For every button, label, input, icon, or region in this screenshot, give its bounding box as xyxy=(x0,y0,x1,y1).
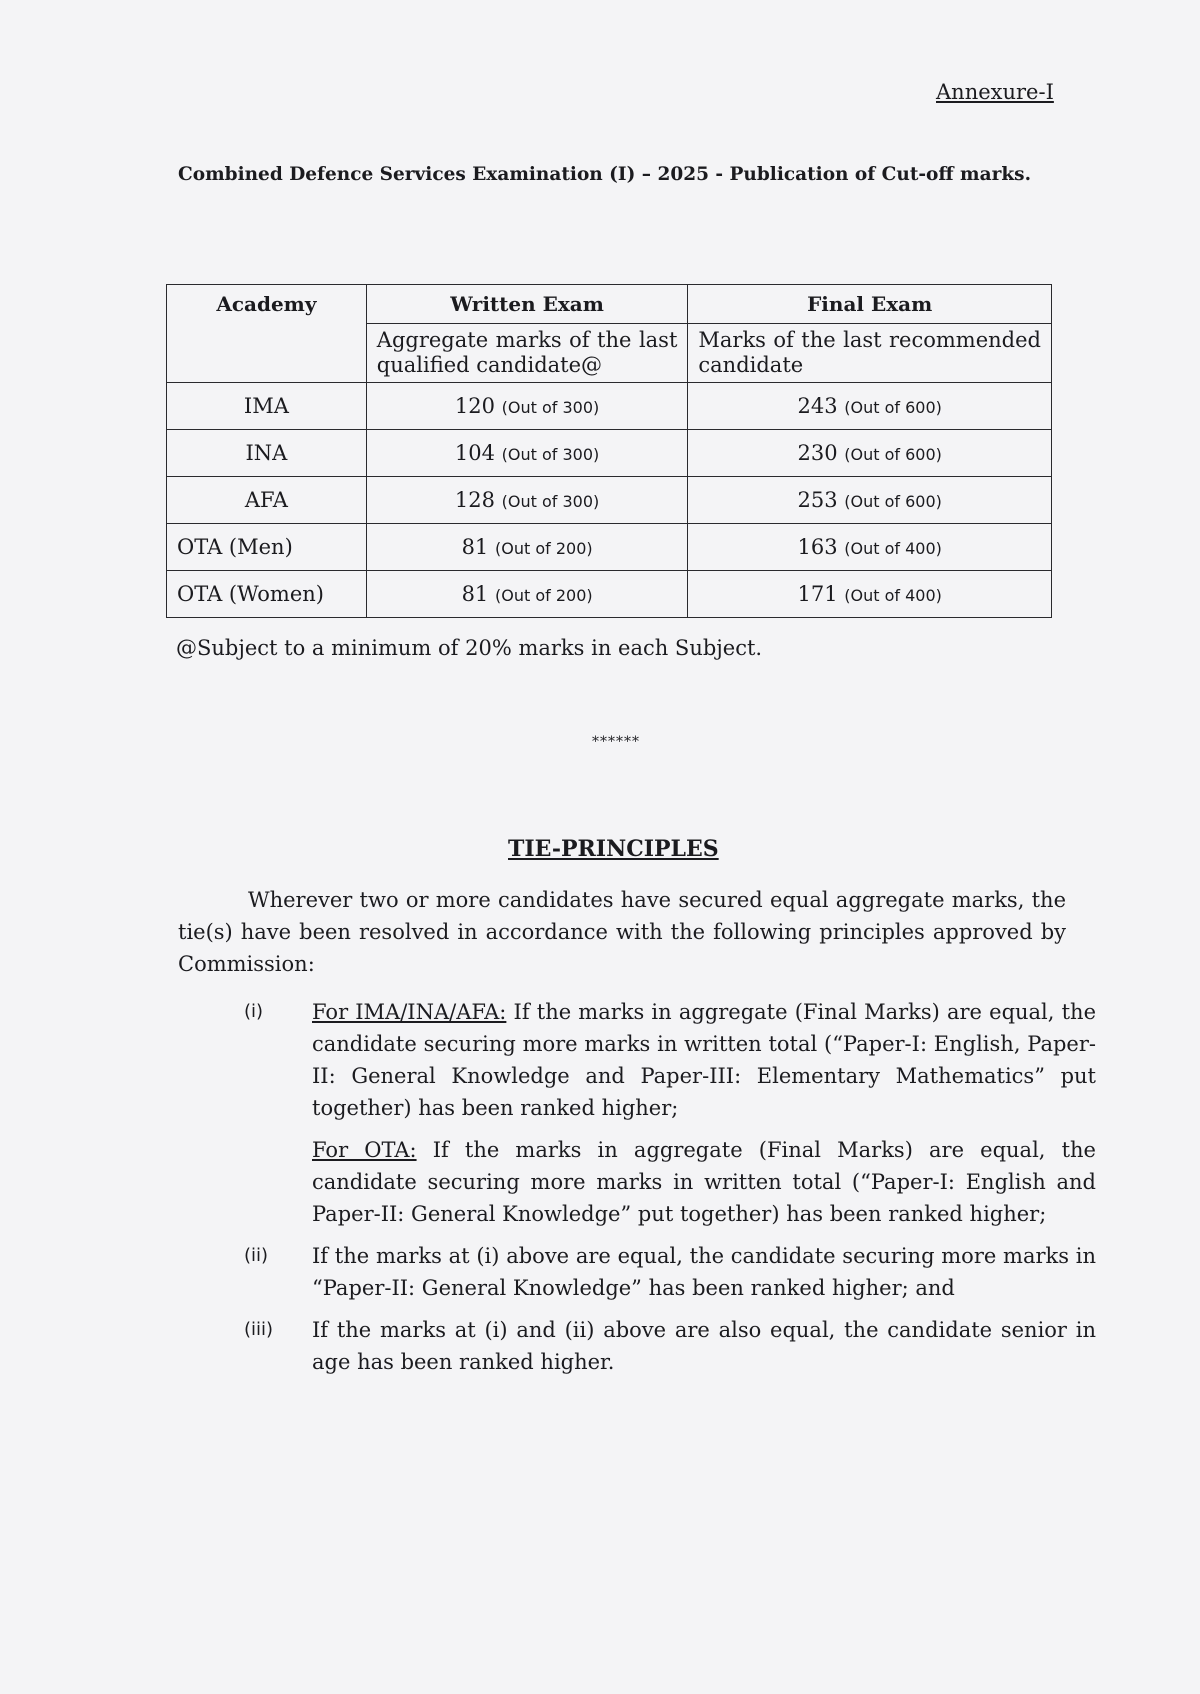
tie-principles-heading: TIE-PRINCIPLES xyxy=(508,836,719,862)
list-item xyxy=(244,1314,1096,1378)
header-final-exam: Final Exam xyxy=(688,285,1052,324)
written-marks-cell: 81 (Out of 200) xyxy=(366,524,688,571)
table-subheader-row xyxy=(167,324,1052,383)
academy-cell: IMA xyxy=(167,383,367,430)
item-number: (i) xyxy=(244,1001,264,1022)
item-text: For IMA/INA/AFA: If the marks in aggregate (Final Marks) are equal, the candidate securing more marks in written total (“Paper-I: English, Paper-II: General Knowledge and Paper-III: Elementary Mathematics” put together) has been ranked higher; xyxy=(312,1000,1097,1120)
table-footnote: @Subject to a minimum of 20% marks in each Subject. xyxy=(176,636,763,660)
final-marks-cell: 253 (Out of 600) xyxy=(688,477,1052,524)
written-marks-cell: 81 (Out of 200) xyxy=(366,571,688,618)
annexure-label: Annexure-I xyxy=(936,80,1054,104)
table-header-row xyxy=(167,285,1052,324)
header-academy: Academy xyxy=(167,285,367,324)
subheader-academy-blank xyxy=(167,324,367,383)
final-marks-cell: 230 (Out of 600) xyxy=(688,430,1052,477)
table-row xyxy=(167,524,1052,571)
item-lead: For OTA: xyxy=(312,1138,417,1162)
list-item xyxy=(244,1240,1096,1304)
final-marks-cell: 171 (Out of 400) xyxy=(688,571,1052,618)
list-item-subparagraph: For OTA: If the marks in aggregate (Final Marks) are equal, the candidate securing more marks in written total (“Paper-I: English and Paper-II: General Knowledge” put together) has been ranked higher; xyxy=(312,1138,1096,1226)
item-number: (iii) xyxy=(244,1319,274,1340)
item-text: If the marks at (i) above are equal, the candidate securing more marks in “Paper-II: General Knowledge” has been ranked higher; and xyxy=(312,1244,1096,1300)
table-row xyxy=(167,571,1052,618)
section-separator: ****** xyxy=(592,734,640,750)
list-item xyxy=(244,996,1096,1124)
tie-principles-intro: Wherever two or more candidates have secured equal aggregate marks, the tie(s) have been resolved in accordance with the following principles approved by Commission: xyxy=(178,888,1066,976)
header-written-exam: Written Exam xyxy=(366,285,688,324)
item-text: If the marks at (i) and (ii) above are also equal, the candidate senior in age has been ranked higher. xyxy=(312,1318,1096,1374)
table-row xyxy=(167,430,1052,477)
subheader-written: Aggregate marks of the last qualified candidate@ xyxy=(366,324,688,383)
written-marks-cell: 120 (Out of 300) xyxy=(366,383,688,430)
item-number: (ii) xyxy=(244,1245,269,1266)
written-marks-cell: 128 (Out of 300) xyxy=(366,477,688,524)
document-title: Combined Defence Services Examination (I) – 2025 - Publication of Cut-off marks. xyxy=(178,164,1032,185)
tie-principles-list xyxy=(244,996,1096,1378)
subheader-final: Marks of the last recommended candidate xyxy=(688,324,1052,383)
item-lead: For IMA/INA/AFA: xyxy=(312,1000,507,1024)
academy-cell: INA xyxy=(167,430,367,477)
academy-cell: OTA (Men) xyxy=(167,524,367,571)
academy-cell: OTA (Women) xyxy=(167,571,367,618)
academy-cell: AFA xyxy=(167,477,367,524)
final-marks-cell: 243 (Out of 600) xyxy=(688,383,1052,430)
table-row xyxy=(167,383,1052,430)
written-marks-cell: 104 (Out of 300) xyxy=(366,430,688,477)
cutoff-marks-table xyxy=(166,284,1052,618)
table-row xyxy=(167,477,1052,524)
final-marks-cell: 163 (Out of 400) xyxy=(688,524,1052,571)
